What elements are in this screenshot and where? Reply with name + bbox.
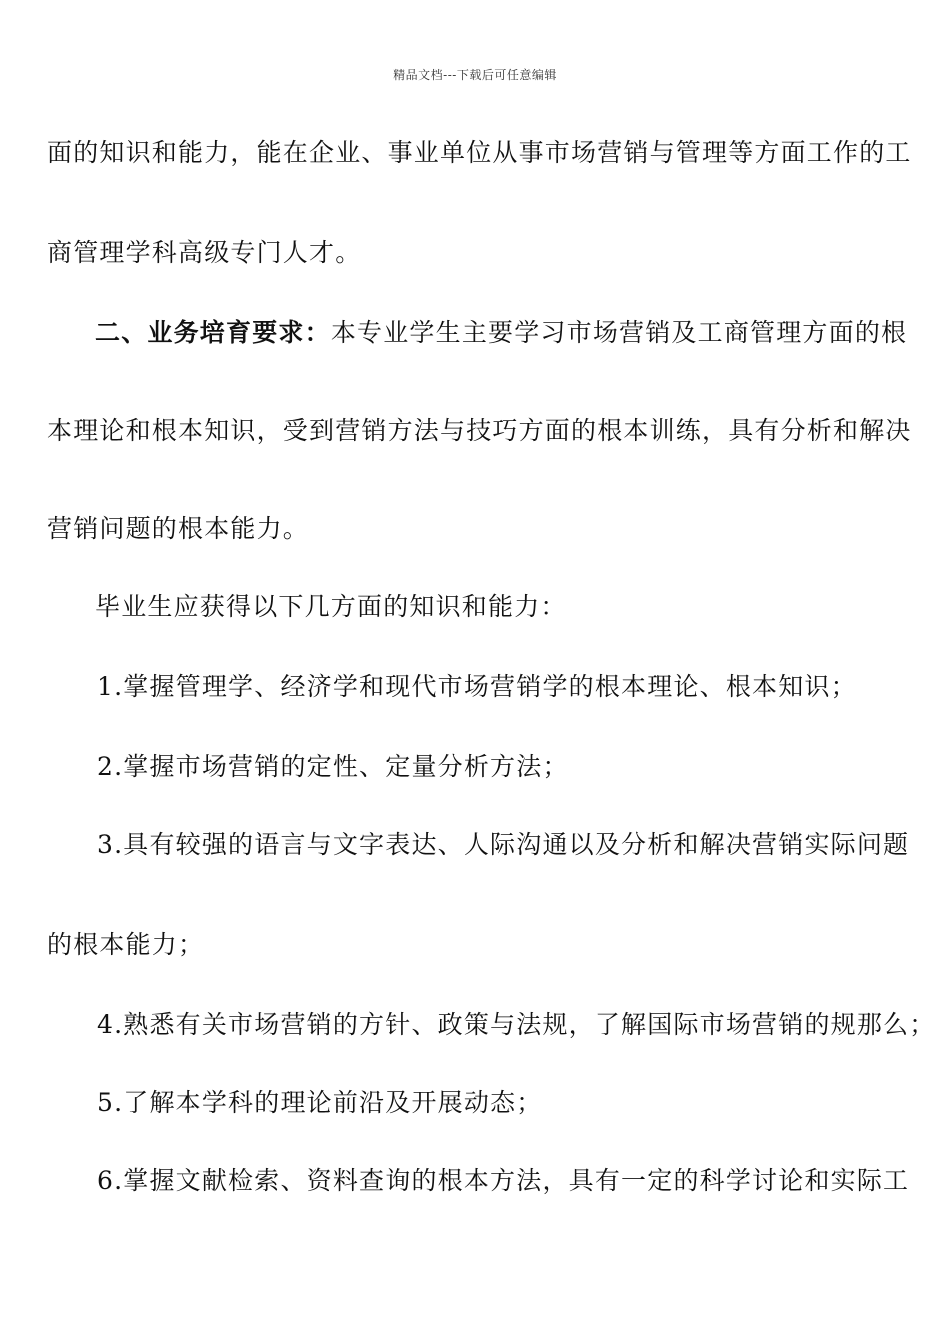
list-item-4: 4.熟悉有关市场营销的方针、政策与法规，了解国际市场营销的规那么； [97,1010,936,1039]
list-item-5: 5.了解本学科的理论前沿及开展动态； [97,1088,543,1117]
section-2-line [95,316,907,350]
section-2-heading: 二、业务培育要求： [95,318,331,347]
paragraph-line: 商管理学科高级专门人才。 [47,238,362,267]
list-item-3: 3.具有较强的语言与文字表达、人际沟通以及分析和解决营销实际问题 [97,830,910,859]
paragraph-line: 面的知识和能力，能在企业、事业单位从事市场营销与管理等方面工作的工 [47,138,912,167]
paragraph-line: 营销问题的根本能力。 [47,514,310,543]
list-item-1: 1.掌握管理学、经济学和现代市场营销学的根本理论、根本知识； [97,672,857,701]
paragraph-line: 本理论和根本知识，受到营销方法与技巧方面的根本训练，具有分析和解决 [47,416,912,445]
page-header: 精品文档---下载后可任意编辑 [393,68,557,82]
list-item-3-continued: 的根本能力； [47,930,205,959]
section-2-text: 本专业学生主要学习市场营销及工商管理方面的根 [330,318,908,347]
list-item-2: 2.掌握市场营销的定性、定量分析方法； [97,752,569,781]
abilities-intro: 毕业生应获得以下几方面的知识和能力： [95,592,567,621]
list-item-6: 6.掌握文献检索、资料查询的根本方法，具有一定的科学讨论和实际工 [97,1166,910,1195]
